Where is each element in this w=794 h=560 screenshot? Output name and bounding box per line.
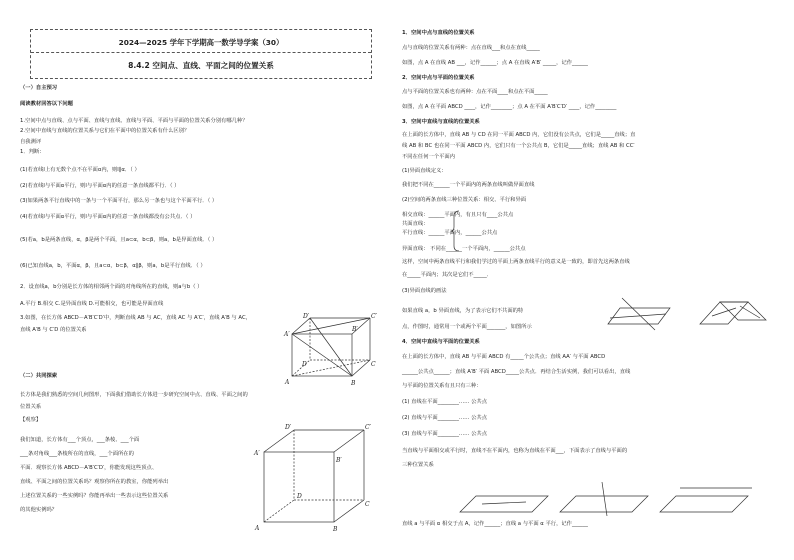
- judge-item: (1)若直线l上有无数个点不在平面α内，则l∥α．（ ）: [20, 167, 140, 173]
- text-line: (2) 直线与平面________…… 公共点: [402, 415, 488, 421]
- text-line: 在上面的长方体中，直线 AB 与平面 ABCD 有_____个公共点；直线 AA′ 与平面 ABCD: [402, 354, 606, 360]
- cuboid-diagram-large: [252, 420, 377, 535]
- text-line: 不同在任何一个平面内: [402, 154, 455, 160]
- heading-line-plane: 4．空间中直线与平面的位置关系: [402, 339, 480, 345]
- vertex-label: D′: [303, 313, 310, 320]
- text-line: 如图，点 A 在直线 AB ___，记作______；点 A 在直线 A′B′ _____，记作______: [402, 60, 588, 66]
- text-line: (2)空间的两条直线三种位置关系：相交、平行和异面: [402, 197, 527, 203]
- text-line: (3)异面直线的画法: [402, 288, 447, 294]
- vertex-label: A′: [254, 450, 260, 457]
- judge-item: (3)如果两条平行直线中的一条与一个平面平行，那么另一条也与这个平面平行．（ ）: [20, 198, 218, 204]
- vertex-label: B: [333, 526, 338, 533]
- vertex-label: D: [302, 361, 307, 368]
- text-line: 共面直线：: [402, 221, 429, 227]
- question-2: 2.空间中直线与直线的位置关系与它们在平面中的位置关系有什么区别？: [20, 128, 190, 134]
- vertex-label: A′: [284, 331, 290, 338]
- observe-text: 上述位置关系的一些实例吗？你能再举出一些表示这些位置关系: [20, 493, 169, 499]
- section-title: 8.4.2 空间点、直线、平面之间的位置关系: [128, 61, 274, 70]
- question-3-cont: 直线 A′B 与 C′D 的位置关系: [20, 327, 87, 333]
- vertex-label: C: [371, 361, 376, 368]
- observe-text: 的其他实例吗？: [20, 507, 58, 513]
- vertex-label: A: [255, 525, 260, 532]
- text-line: 在上面的长方体中，直线 AB 与 CD 在同一平面 ABCD 内，它们没有公共点，它们是_____直线；直: [402, 132, 636, 138]
- heading-point-line: 1．空间中点与直线的位置关系: [402, 30, 475, 36]
- judge-item: (2)若直线l与平面α平行，则l与平面α内的任意一条直线都平行．（ ）: [20, 183, 180, 189]
- text-line: (3) 直线与平面________…… 公共点: [402, 431, 488, 437]
- text-line: 这样，空间中两条直线平行和我们学过的平面上两条直线平行的意义是一致的，即首先这两条直线: [402, 259, 630, 265]
- text-line: 三种位置关系: [402, 462, 434, 468]
- question-3: 3.如图，在长方体 ABCD－A′B′C′D′中，判断直线 AB 与 AC，直线 AC 与 A′C′，直线 A′B 与 AC，: [20, 315, 251, 321]
- judge-item: (4)若直线l与平面α平行，则l与平面α内的任意一条直线都没有公共点．（ ）: [20, 214, 196, 220]
- heading-line-line: 3．空间中直线与直线的位置关系: [402, 119, 480, 125]
- text-line: 点，作图时，通常用一个或两个平面_______，如图所示: [402, 324, 532, 330]
- text-line: 线 AB 和 BC 也在同一平面 ABCD 内，它们只有一个公共点 B，它们是_____直线；直线 AB 和 CC′: [402, 143, 635, 149]
- title-box: [30, 29, 372, 79]
- heading-reading: 阅读教材回答以下问题: [20, 101, 73, 107]
- judge-heading: 1．判断：: [20, 149, 45, 155]
- vertex-label: A: [285, 379, 290, 386]
- text-line: 相交直线：______平面内，有且只有____公共点: [402, 212, 514, 218]
- doc-title: 2024—2025 学年下学期高一数学导学案（30）: [118, 38, 284, 47]
- judge-item: (6)已知直线a，b，平面α，β，且a⊂α，b⊂β，α∥β，则a，b是平行直线．（ ）: [20, 263, 206, 269]
- observe-text: 直线、平面之间的位置关系吗？观察你所在的教室，你能列举出: [20, 479, 169, 485]
- text-line: (1)异面直线定义：: [402, 168, 447, 174]
- judge-item: (5)若a，b是两条直线，α，β是两个平面，且a⊂α，b⊂β，则a，b是异面直线．（ ）: [20, 237, 218, 243]
- text-line: 我们把不同在______一个平面内的两条直线叫做异面直线: [402, 182, 535, 188]
- text-line: 异面直线： 不同在______一个平面内，______公共点: [402, 246, 526, 252]
- observe-text: 我们知道，长方体有___个顶点，___条棱、___个面: [20, 437, 140, 443]
- cuboid-diagram-small: [282, 310, 377, 388]
- observe-heading: 【观察】: [20, 417, 42, 423]
- text-line: 点与平面的位置关系也有两种：点在平面____和点在平面_____: [402, 89, 548, 95]
- explore-text: 长方体是我们熟悉的空间几何图形，下面我们借助长方体进一步研究空间中点、直线、平面之间的: [20, 392, 248, 398]
- text-line: 在_____平面内；其次是它们不_____．: [402, 272, 493, 278]
- text-line: ______公共点______；直线 A′B′ 平面 ABCD_____公共点．再结合生活实例，我们可以看出，直线: [402, 369, 631, 375]
- text-line: (1) 直线在平面________…… 公共点: [402, 399, 488, 405]
- text-line: 如果直线 a，b 异面直线，为了表示它们不共面的特: [402, 308, 524, 314]
- choice-options: A.平行 B.相交 C.是异面直线 D.可能相交，也可能是异面直线: [20, 301, 164, 307]
- title-divider: [31, 52, 371, 53]
- text-line: 当直线与平面相交或平行时，直线不在平面内，也称为直线在平面___，下面表示了直线与平面的: [402, 448, 628, 454]
- heading-preview: （一）自主预习: [20, 85, 58, 91]
- self-test-heading: 自我测评: [20, 139, 42, 145]
- skew-lines-diagram: [600, 296, 770, 334]
- line-plane-diagram: [452, 480, 772, 520]
- vertex-label: C′: [371, 313, 377, 320]
- explore-text: 位置关系: [20, 404, 42, 410]
- vertex-label: B′: [352, 326, 358, 333]
- question-choice: 2．设直线a，b分别是长方体的相邻两个面的对角线所在的直线，则a与b（ ）: [20, 284, 203, 290]
- vertex-label: C: [365, 501, 370, 508]
- text-line: 平行直线：______平面内，______公共点: [402, 230, 498, 236]
- observe-text: 平面．观察长方体 ABCD－A′B′C′D′，你能发现这些顶点、: [20, 465, 158, 471]
- vertex-label: B′: [336, 457, 342, 464]
- observe-text: ___条对角线___条棱所在的直线，___个面所在的: [20, 451, 134, 457]
- vertex-label: C′: [365, 424, 371, 431]
- text-line: 直线 a 与平面 α 相交于点 A，记作______；直线 a 与平面 α 平行，记作______: [402, 521, 588, 527]
- vertex-label: D: [297, 493, 302, 500]
- text-line: 点与直线的位置关系有两种：点在直线___和点在直线_____: [402, 45, 540, 51]
- heading-point-plane: 2．空间中点与平面的位置关系: [402, 75, 475, 81]
- vertex-label: B: [351, 380, 356, 387]
- brace-shape: [451, 210, 461, 252]
- heading-explore: （二）共同探索: [20, 373, 58, 379]
- question-1: 1.空间中点与直线、点与平面、直线与直线、直线与平面、平面与平面的位置关系分别有哪几种？: [20, 118, 248, 124]
- vertex-label: D′: [285, 424, 292, 431]
- text-line: 与平面的位置关系有且只有三种：: [402, 383, 482, 389]
- text-line: 如图，点 A 在平面 ABCD ____，记作________；点 A 在平面 A′B′C′D′ ____，记作________: [402, 104, 617, 110]
